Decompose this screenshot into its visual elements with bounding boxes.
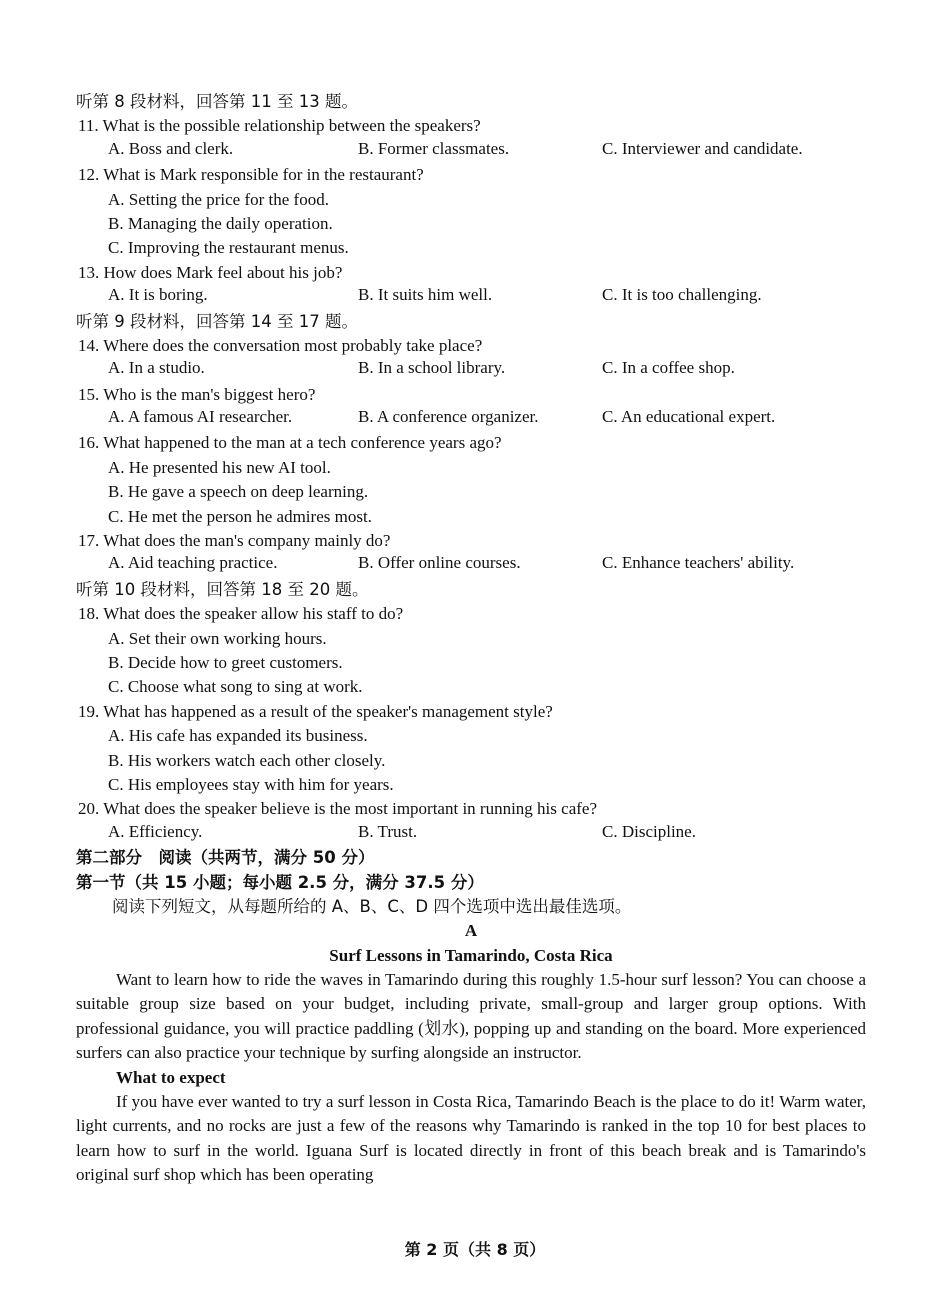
option-a: A. A famous AI researcher. — [108, 407, 293, 427]
question-14-options — [76, 358, 866, 382]
question-15-options — [76, 407, 866, 431]
question-11: 11. What is the possible relationship between the speakers? — [78, 116, 481, 136]
passage-letter: A — [464, 921, 478, 941]
section-one-title: 第一节（共 15 小题；每小题 2.5 分，满分 37.5 分） — [76, 872, 484, 892]
question-12: 12. What is Mark responsible for in the restaurant? — [78, 165, 424, 185]
question-13-options — [76, 285, 866, 309]
option-c: C. Improving the restaurant menus. — [108, 238, 349, 258]
question-18: 18. What does the speaker allow his staff to do? — [78, 604, 404, 624]
option-a: A. Set their own working hours. — [108, 628, 327, 648]
option-a: A. He presented his new AI tool. — [108, 457, 331, 477]
option-b: B. Trust. — [358, 821, 418, 841]
part-two-title: 第二部分 阅读（共两节，满分 50 分） — [76, 848, 375, 868]
question-13: 13. How does Mark feel about his job? — [78, 262, 343, 282]
subheading-what-to-expect: What to expect — [116, 1067, 226, 1087]
option-a: A. It is boring. — [108, 285, 208, 305]
passage-title: Surf Lessons in Tamarindo, Costa Rica — [329, 945, 613, 965]
option-a: A. In a studio. — [108, 358, 205, 378]
question-20: 20. What does the speaker believe is the most important in running his cafe? — [78, 799, 597, 819]
question-16: 16. What happened to the man at a tech conference years ago? — [78, 433, 502, 453]
option-c: C. In a coffee shop. — [602, 358, 735, 378]
question-15: 15. Who is the man's biggest hero? — [78, 384, 316, 404]
paragraph-2: If you have ever wanted to try a surf lesson in Costa Rica, Tamarindo Beach is the place to do it! Warm water, light currents, and no rocks are just a few of the reasons why Tamarindo is ranked in the top 10 for best places to learn how to surf in the world. Iguana Surf is located directly in front of this beach break and is Tamarindo's original surf shop which has been operating — [76, 1092, 866, 1185]
option-b: B. He gave a speech on deep learning. — [108, 482, 369, 502]
option-a: A. Boss and clerk. — [108, 138, 234, 158]
question-11-options — [76, 139, 866, 163]
exam-page — [76, 90, 866, 1188]
question-14: 14. Where does the conversation most probably take place? — [78, 335, 483, 355]
option-c: C. It is too challenging. — [602, 285, 762, 305]
option-b: B. In a school library. — [358, 358, 506, 378]
reading-instruction: 阅读下列短文，从每题所给的 A、B、C、D 四个选项中选出最佳选项。 — [112, 896, 632, 916]
paragraph-1: Want to learn how to ride the waves in Tamarindo during this roughly 1.5-hour surf lesson? You can choose a suitable group size based on your budget, including private, small-group and larger group options. With professional guidance, you will practice paddling (划水), popping up and standing on the board. More experienced surfers can also practice your technique by surfing alongside an instructor. — [76, 970, 866, 1063]
option-c: C. Discipline. — [602, 821, 696, 841]
option-a: A. Efficiency. — [108, 821, 203, 841]
section-8-header: 听第 8 段材料，回答第 11 至 13 题。 — [76, 92, 358, 111]
option-b: B. It suits him well. — [358, 285, 493, 305]
option-a: A. Aid teaching practice. — [108, 553, 278, 573]
question-17-options — [76, 553, 866, 577]
option-b: B. A conference organizer. — [358, 407, 539, 427]
question-19: 19. What has happened as a result of the speaker's management style? — [78, 701, 553, 721]
option-b: B. Decide how to greet customers. — [108, 652, 343, 672]
page-footer: 第 2 页（共 8 页） — [404, 1240, 546, 1259]
option-b: B. Former classmates. — [358, 138, 510, 158]
section-10-header: 听第 10 段材料，回答第 18 至 20 题。 — [76, 579, 369, 599]
section-9-header: 听第 9 段材料，回答第 14 至 17 题。 — [76, 311, 358, 331]
option-c: C. He met the person he admires most. — [108, 506, 372, 526]
option-c: C. An educational expert. — [602, 407, 776, 427]
option-b: B. Offer online courses. — [358, 553, 521, 573]
option-c: C. His employees stay with him for years. — [108, 774, 394, 794]
question-20-options — [76, 822, 866, 846]
question-17: 17. What does the man's company mainly do? — [78, 531, 391, 551]
option-c: C. Interviewer and candidate. — [602, 138, 803, 158]
option-b: B. Managing the daily operation. — [108, 213, 333, 233]
option-b: B. His workers watch each other closely. — [108, 750, 386, 770]
option-a: A. His cafe has expanded its business. — [108, 726, 368, 746]
option-c: C. Enhance teachers' ability. — [602, 553, 795, 573]
option-c: C. Choose what song to sing at work. — [108, 677, 363, 697]
option-a: A. Setting the price for the food. — [108, 189, 329, 209]
